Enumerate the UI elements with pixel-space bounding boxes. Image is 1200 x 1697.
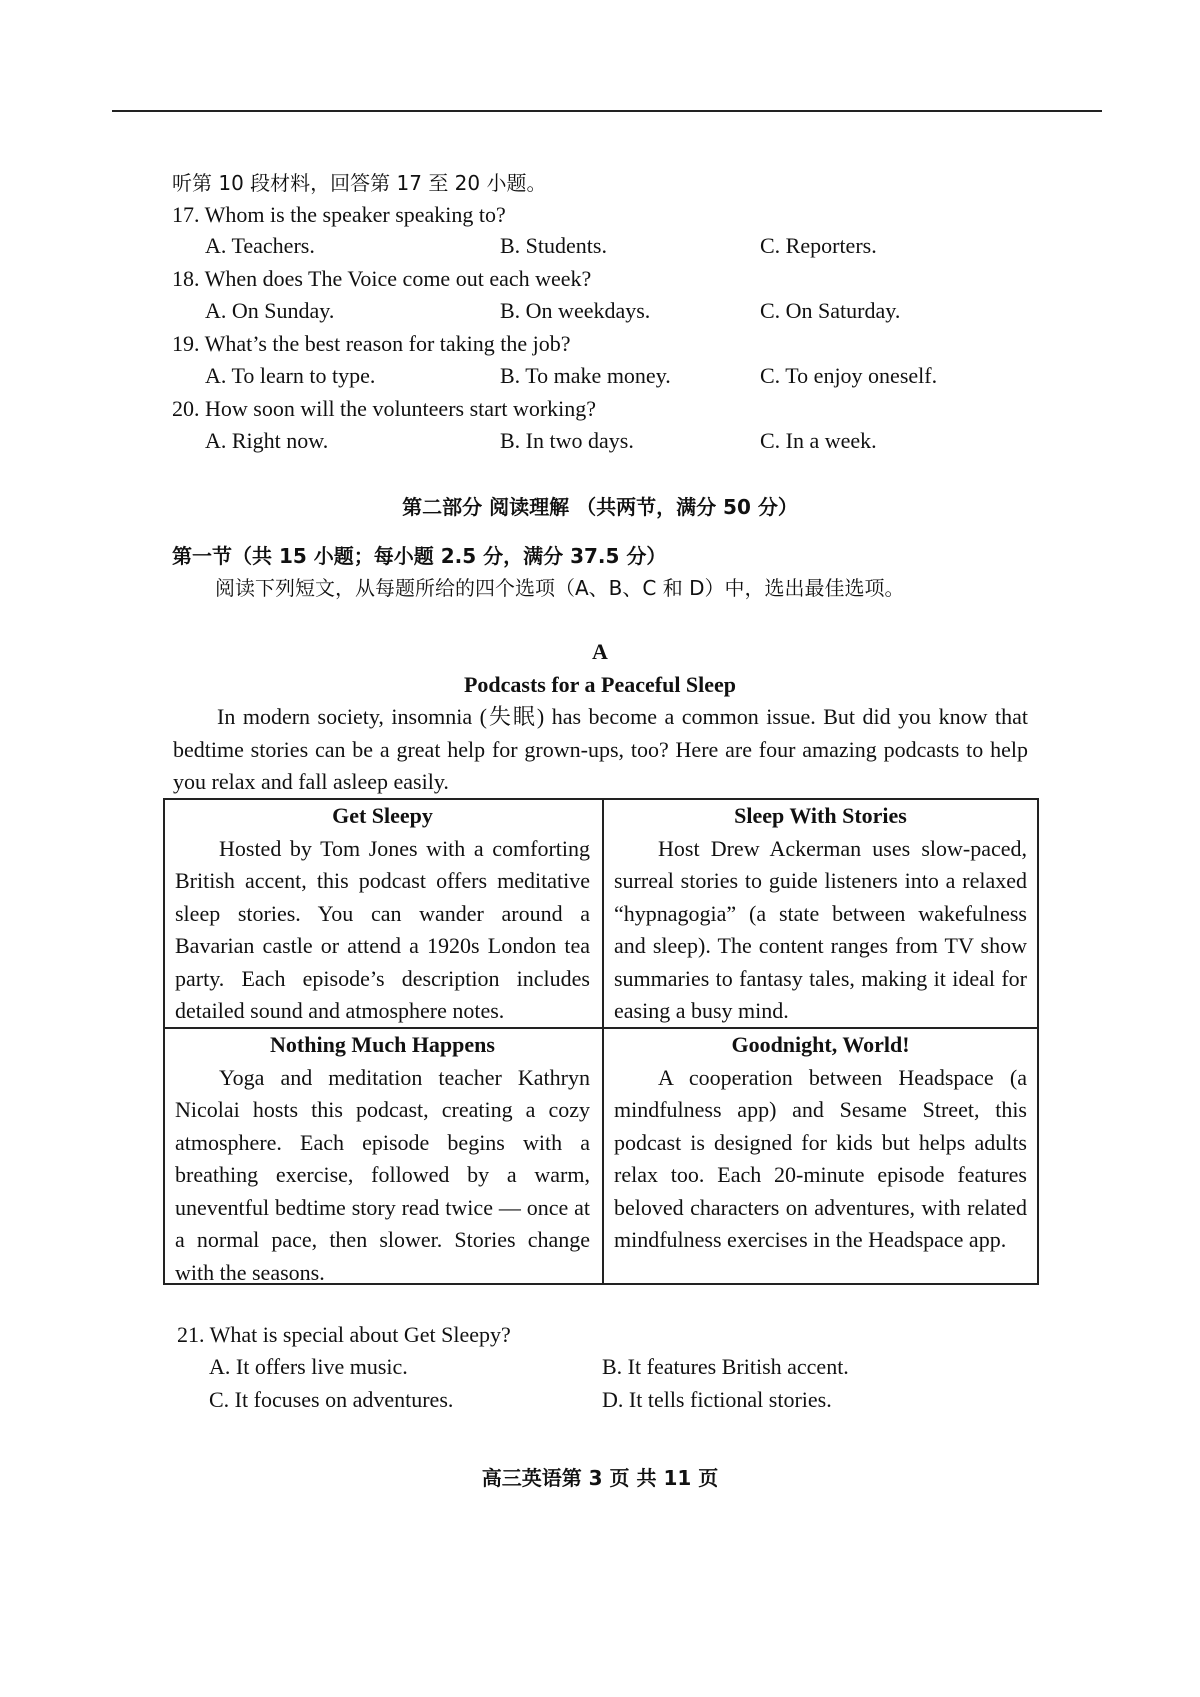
podcast-cell-get-sleepy — [165, 800, 602, 1027]
podcast-cell-sleep-with-stories — [604, 800, 1039, 1027]
passage-letter: A — [592, 639, 608, 664]
podcast-cell-nothing-much-happens — [165, 1029, 602, 1285]
passage-title: Podcasts for a Peaceful Sleep — [463, 672, 737, 697]
question-20-option-a: A. Right now. — [205, 428, 329, 453]
question-17-option-a: A. Teachers. — [205, 233, 315, 258]
question-19-option-c: C. To enjoy oneself. — [760, 363, 938, 388]
question-20-option-b: B. In two days. — [500, 428, 634, 453]
podcast-cell-goodnight-world — [604, 1029, 1039, 1285]
question-20-stem: 20. How soon will the volunteers start working? — [172, 396, 597, 421]
question-21-stem: 21. What is special about Get Sleepy? — [177, 1322, 511, 1347]
podcast-table — [163, 798, 1039, 1285]
question-18-option-a: A. On Sunday. — [205, 298, 335, 323]
question-21-option-a: A. It offers live music. — [209, 1354, 408, 1379]
question-18-stem: 18. When does The Voice come out each week? — [172, 266, 592, 291]
question-17-option-c: C. Reporters. — [760, 233, 877, 258]
question-19-stem: 19. What’s the best reason for taking the job? — [172, 331, 571, 356]
section1-heading: 第一节（共 15 小题；每小题 2.5 分，满分 37.5 分） — [172, 544, 667, 568]
listening-instruction: 听第 10 段材料，回答第 17 至 20 小题。 — [172, 171, 547, 195]
passage-intro: In modern society, insomnia (失眠) has become a common issue. But did you know that bedtime stories can be a great help for grown-ups, too? Here are four amazing podcasts to help you relax and fall asleep easily. — [173, 704, 1028, 794]
podcast-title: Goodnight, World! — [731, 1032, 910, 1057]
podcast-description: Host Drew Ackerman uses slow-paced, surreal stories to guide listeners into a relaxed “hypnagogia” (a state between wakefulness and sleep). The content ranges from TV show summaries to fantasy tales, making it ideal for easing a busy mind. — [614, 835, 1027, 1023]
podcast-description: Yoga and meditation teacher Kathryn Nicolai hosts this podcast, creating a cozy atmosphere. Each episode begins with a breathing exercise, followed by a warm, uneventful bedtime story read twice — once at a normal pace, then slower. Stories change with the seasons. — [175, 1064, 590, 1285]
question-20-option-c: C. In a week. — [760, 428, 877, 453]
question-17-option-b: B. Students. — [500, 233, 607, 258]
part2-heading: 第二部分 阅读理解 （共两节，满分 50 分） — [402, 495, 798, 519]
question-21-option-c: C. It focuses on adventures. — [209, 1387, 454, 1412]
question-19-option-a: A. To learn to type. — [205, 363, 376, 388]
top-rule — [112, 110, 1102, 112]
question-21-option-b: B. It features British accent. — [602, 1354, 849, 1379]
question-18-option-c: C. On Saturday. — [760, 298, 901, 323]
podcast-description: Hosted by Tom Jones with a comforting British accent, this podcast offers meditative sleep stories. You can wander around a Bavarian castle or attend a 1920s London tea party. Each episode’s description includes detailed sound and atmosphere notes. — [175, 835, 590, 1023]
podcast-title: Nothing Much Happens — [270, 1032, 495, 1057]
podcast-title: Sleep With Stories — [734, 803, 907, 828]
podcast-title: Get Sleepy — [332, 803, 433, 828]
podcast-description: A cooperation between Headspace (a mindfulness app) and Sesame Street, this podcast is designed for kids but helps adults relax too. Each 20-minute episode features beloved characters on adventures, with related mindfulness exercises in the Headspace app. — [614, 1064, 1027, 1252]
page-footer: 高三英语第 3 页 共 11 页 — [481, 1466, 719, 1490]
reading-instruction: 阅读下列短文，从每题所给的四个选项（A、B、C 和 D）中，选出最佳选项。 — [215, 576, 905, 600]
question-19-option-b: B. To make money. — [500, 363, 671, 388]
question-21-option-d: D. It tells fictional stories. — [602, 1387, 832, 1412]
question-17-stem: 17. Whom is the speaker speaking to? — [172, 202, 506, 227]
question-18-option-b: B. On weekdays. — [500, 298, 651, 323]
